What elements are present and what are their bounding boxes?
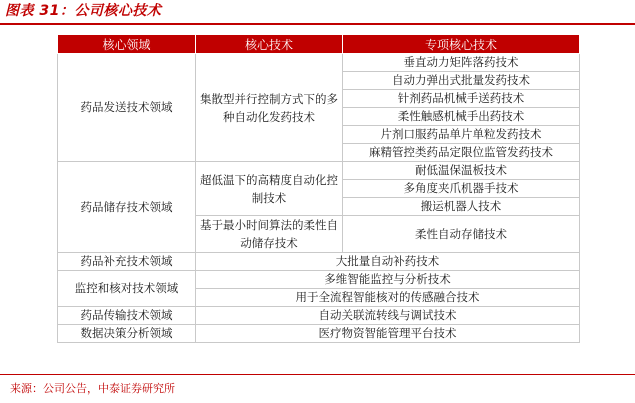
core-tech-cell: 集散型并行控制方式下的多种自动化发药技术 [196, 54, 343, 162]
special-tech-cell: 多角度夹爪机器手技术 [343, 180, 580, 198]
special-tech-cell: 片剂口服药品单片单粒发药技术 [343, 126, 580, 144]
figure-title: 图表 31：公司核心技术 [5, 3, 162, 19]
source-divider [0, 374, 635, 375]
header-special-tech: 专项核心技术 [343, 35, 580, 54]
table-row [58, 325, 580, 343]
domain-cell: 药品发送技术领域 [58, 54, 196, 162]
table-row [58, 271, 580, 289]
domain-cell: 药品补充技术领域 [58, 253, 196, 271]
special-tech-cell: 自动力弹出式批量发药技术 [343, 72, 580, 90]
header-core-tech: 核心技术 [196, 35, 343, 54]
merged-tech-cell: 用于全流程智能核对的传感融合技术 [196, 289, 580, 307]
merged-tech-cell: 多维智能监控与分析技术 [196, 271, 580, 289]
domain-cell: 监控和核对技术领域 [58, 271, 196, 307]
special-tech-cell: 柔性触感机械手出药技术 [343, 108, 580, 126]
domain-cell: 药品传输技术领域 [58, 307, 196, 325]
table-row [58, 162, 580, 180]
core-tech-table [57, 34, 580, 343]
special-tech-cell: 搬运机器人技术 [343, 198, 580, 216]
table-row [58, 54, 580, 72]
special-tech-cell: 耐低温保温板技术 [343, 162, 580, 180]
table-row [58, 307, 580, 325]
core-tech-cell: 基于最小时间算法的柔性自动储存技术 [196, 216, 343, 253]
special-tech-cell: 麻精管控类药品定限位监管发药技术 [343, 144, 580, 162]
table-row [58, 253, 580, 271]
merged-tech-cell: 医疗物资智能管理平台技术 [196, 325, 580, 343]
table-header-row [58, 35, 580, 54]
source-note: 来源：公司公告，中泰证券研究所 [10, 382, 175, 395]
title-divider [0, 23, 635, 25]
merged-tech-cell: 自动关联流转线与调试技术 [196, 307, 580, 325]
header-core-domain: 核心领域 [58, 35, 196, 54]
special-tech-cell: 针剂药品机械手送药技术 [343, 90, 580, 108]
core-tech-cell: 超低温下的高精度自动化控制技术 [196, 162, 343, 216]
domain-cell: 数据决策分析领域 [58, 325, 196, 343]
special-tech-cell: 柔性自动存储技术 [343, 216, 580, 253]
special-tech-cell: 垂直动力矩阵落药技术 [343, 54, 580, 72]
domain-cell: 药品储存技术领域 [58, 162, 196, 253]
merged-tech-cell: 大批量自动补药技术 [196, 253, 580, 271]
